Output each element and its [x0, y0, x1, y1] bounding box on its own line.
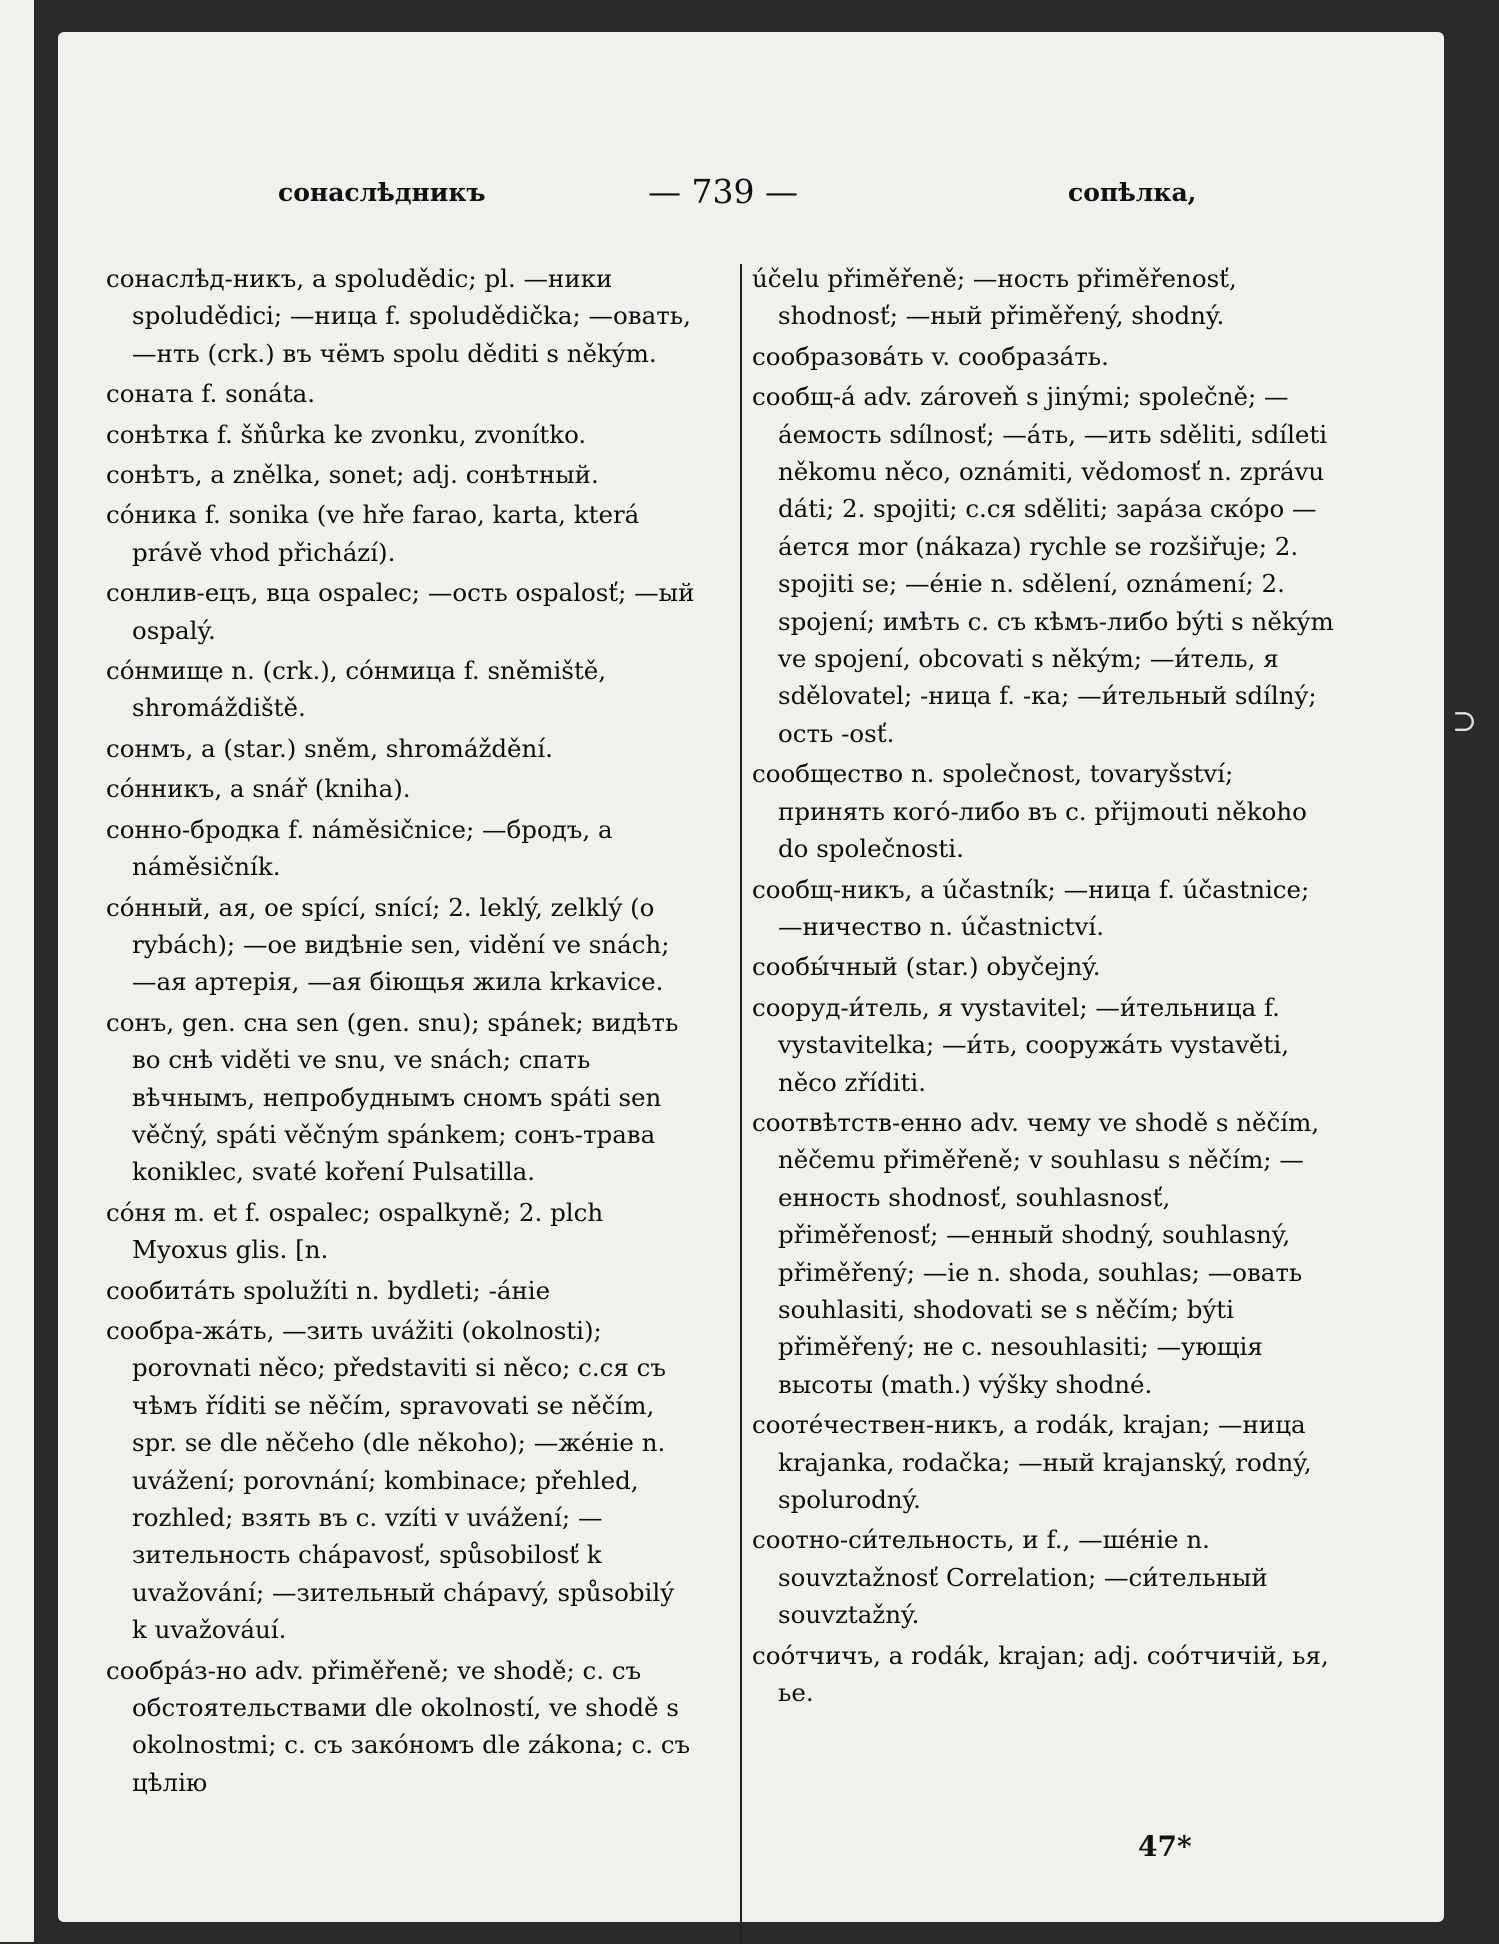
- dictionary-entry: соотéчествен-никъ, a rodák, krajan; —ница krajanka, rodačka; —ный krajanský, rodný, spolurodný.: [752, 1410, 1312, 1514]
- left-column: [106, 260, 696, 1804]
- dictionary-entry: сооруд-и́тель, я vystavitel; —и́тельница f. vystavitelka; —и́ть, сооружáть vystavěti, něco zříditi.: [752, 992, 1290, 1097]
- dictionary-entry: сообы́чный (star.) obyčejný.: [752, 952, 1101, 982]
- dictionary-entry: сóнникъ, a snář (kniha).: [106, 774, 411, 804]
- signature-mark: 47*: [1138, 1830, 1192, 1863]
- dictionary-entry: сообитáть spolužíti n. bydleti; -áніе: [106, 1275, 551, 1305]
- page-header: [58, 172, 1444, 218]
- dictionary-entry: сóнмище n. (crk.), сóнмица f. sněmiště, shromáždiště.: [106, 656, 607, 723]
- dictionary-entry: сообразовáть v. сообразáть.: [752, 341, 1109, 371]
- right-running-headword: сопѣлка,: [1068, 178, 1197, 207]
- dictionary-entry: соната f. sonáta.: [106, 379, 316, 409]
- dictionary-entry: сонѣтъ, a znělka, sonet; adj. сонѣтный.: [106, 460, 599, 490]
- dictionary-entry: соотвѣтств-енно adv. чему ve shodě s něčím, něčemu přiměřeně; v souhlasu s něčím; —енность shodnosť, souhlasnosť, přiměřenosť; —енный shodný, souhlasný, přiměřený; —іе n. shoda, souhlas; —овать souhlasiti, shodovati se s něčím; býti přiměřený; не c. nesouhlasiti; —ующія высоты (math.) výšky shodné.: [752, 1107, 1320, 1399]
- dictionary-entry: соотно-си́тельность, и f., —шéніе n. souvztažnosť Correlation; —си́тельный souvztažný.: [752, 1525, 1268, 1630]
- right-column: [752, 260, 1337, 1714]
- dictionary-entry: сонлив-ецъ, вца ospalec; —ость ospalosť; —ый ospalý.: [106, 578, 695, 645]
- dictionary-entry: сонно-бродка f. náměsičnice; —бродъ, a náměsičník.: [106, 814, 613, 882]
- dictionary-entry: сонѣтка f. šňůrka ke zvonku, zvonítko.: [106, 419, 587, 449]
- dictionary-entry: сонъ, gen. сна sen (gen. snu); spánek; видѣть во снѣ viděti ve snu, ve snách; спать вѣчнымъ, непробуднымъ сномъ spáti sen věčný, spáti věčným spánkem; сонъ-трава koniklec, svaté koření Pulsatilla.: [106, 1007, 679, 1187]
- dictionary-entry: соóтчичъ, a rodák, krajan; adj. соóтчичій, ья, ье.: [752, 1640, 1329, 1708]
- dictionary-entry: сóнный, ая, ое spící, snící; 2. leklý, zelklý (o rybách); —ое видѣніе sen, vidění ve snách; —ая артерія, —ая біющья жила krkavice.: [106, 892, 670, 997]
- page-number: — 739 —: [648, 172, 798, 211]
- dictionary-entry: сóника f. sonika (ve hře farao, karta, která právě vhod přichází).: [106, 500, 640, 567]
- previous-page-edge: [0, 0, 34, 1942]
- column-divider: [740, 264, 742, 1944]
- dictionary-entry: сообщество n. společnost, tovaryšství; принять когó-либо въ c. přijmouti někoho do společnosti.: [752, 759, 1307, 864]
- left-running-headword: сонаслѣдникъ: [278, 178, 486, 207]
- dictionary-entry: сонаслѣд-никъ, a spoludědic; pl. —ники spoludědici; —ница f. spoludědička; —овать, —нть (crk.) въ чёмъ spolu děditi s někým.: [106, 264, 691, 368]
- dictionary-page: [58, 32, 1444, 1922]
- dictionary-entry: сообра-жáть, —зить uvážiti (okolnosti); porovnati něco; představiti si něco; c.ся съ чѣмъ říditi se něčím, spravovati se něčím, spr. se dle něčeho (dle někoho); —жéніе n. uvážení; porovnání; kombinace; přehled, rozhled; взять въ c. vzíti v uvážení; —зительность chápavosť, spůsobilosť k uvažování; —зительный chápavý, spůsobilý k uvažováuí.: [106, 1315, 675, 1645]
- dictionary-entry: сообщ-никъ, a účastník; —ница f. účastnice; —ничество n. účastnictví.: [752, 874, 1310, 941]
- dictionary-entry: сообрáз-но adv. přiměřeně; ve shodě; c. съ обстоятельствами dle okolností, ve shodě s okolnostmi; c. съ закóномъ dle zákona; c. съ цѣлію: [106, 1655, 691, 1797]
- dictionary-entry: сообщ-á adv. zároveň s jinými; společně; —áемость sdílnosť; —áть, —ить sděliti, sdíleti někomu něco, oznámiti, vědomosť n. zprávu dáti; 2. spojiti; c.ся sděliti; зарáза скóро —áется mor (nákaza) rychle se rozšiřuje; 2. spojiti se; —éніе n. sdělení, oznámení; 2. spojení; имѣть c. съ кѣмъ-либо býti s někým ve spojení, obcovati s někým; —и́тель, я sdělovatel; -ница f. -ка; —и́тельный sdílný; ость -osť.: [752, 382, 1334, 748]
- dictionary-entry: сонмъ, a (star.) sněm, shromáždění.: [106, 733, 553, 763]
- binding-clip-icon: ⊃: [1452, 704, 1478, 739]
- dictionary-entry: účelu přiměřeně; —ность přiměřenosť, shodnosť; —ный přiměřený, shodný.: [752, 264, 1237, 331]
- dictionary-entry: сóня m. et f. ospalec; ospalkyně; 2. plch Myoxus glis. [n.: [106, 1197, 604, 1265]
